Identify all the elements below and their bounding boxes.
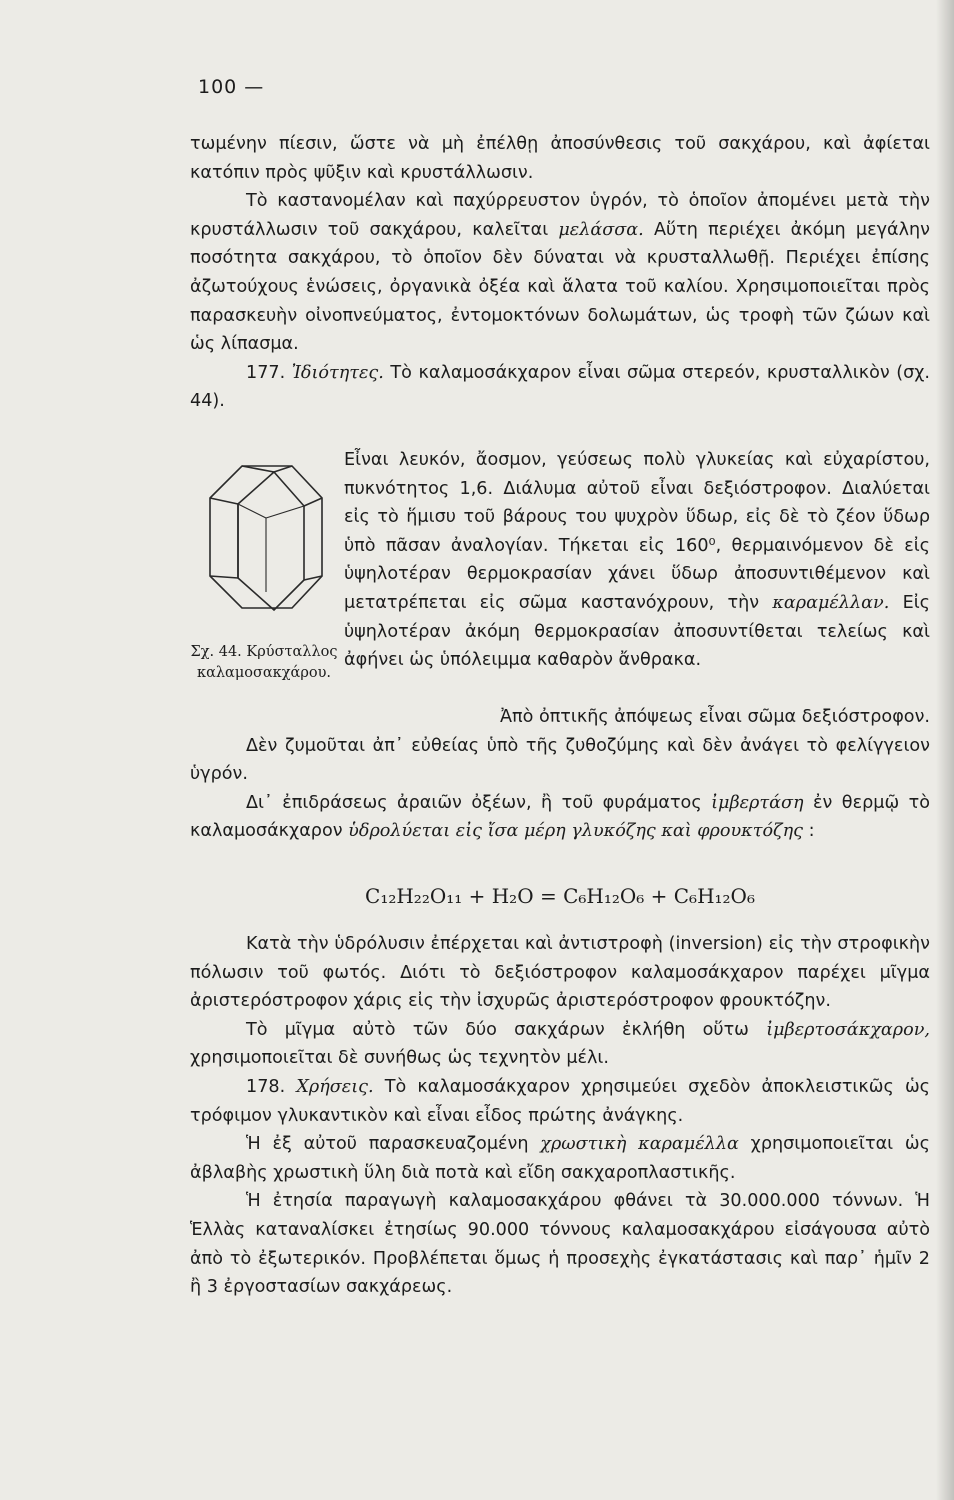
paragraph-ferment: Δὲν ζυμοῦται ἀπ᾿ εὐθείας ὑπὸ τῆς ζυθοζύμης καὶ δὲν ἀνάγει τὸ φελίγγειον ὑγρόν. [190, 735, 930, 785]
paragraph-optical: Ἀπὸ ὀπτικῆς ἀπόψεως εἶναι σῶμα δεξιόστροφον. [499, 707, 930, 727]
figure-44 [190, 458, 338, 684]
invert-text-after: χρησιμοποιεῖται δὲ συνήθως ὡς τεχνητὸν μέλι. [190, 1048, 609, 1069]
hydrolysis-text-end: : [802, 821, 815, 842]
paragraph-molasses [190, 187, 930, 359]
figure-caption: Σχ. 44. Κρύσταλλος καλαμοσακχάρου. [190, 644, 338, 681]
invertase-term: ἰμβερτάση [711, 792, 804, 813]
properties-side-text [344, 446, 930, 675]
caramel-text-after: χρησιμοποιεῖται ὡς ἀβλαβὴς χρωστικὴ ὕλη διὰ ποτὰ καὶ εἴδη σακχαροπλαστικῆς. [190, 1134, 930, 1183]
sugar-crystal-drawing [190, 458, 338, 628]
paragraph-hydrolysis [190, 789, 930, 846]
caramel-text-before: Ἡ ἐξ αὐτοῦ παρασκευαζομένη [246, 1134, 541, 1155]
properties-text-before: Εἶναι λευκόν, ἄοσμον, γεύσεως πολὺ γλυκείας καὶ εὐχαρίστου, πυκνότητος 1,6. Διάλυμα αὐτοῦ εἶναι δεξιόστροφον. Διαλύεται εἰς τὸ ἥμισυ τοῦ βάρους του ψυχρὸν ὕδωρ, εἰς δὲ τὸ ζέον ὕδωρ ὑπὸ πᾶσαν ἀναλογίαν. Τήκεται εἰς 160⁰, θερμαινόμενον δὲ εἰς ὑψηλοτέραν θερμοκρασίαν χάνει ὕδωρ ἀποσυντιθέμενον καὶ μετατρέπεται εἰς σῶμα καστανόχρουν, τὴν [344, 450, 930, 613]
paragraph-177-lead [190, 359, 930, 416]
top-text-block [190, 130, 930, 416]
section-178-heading: Χρήσεις. [296, 1076, 374, 1097]
hydrolysis-text-mid: ἐν θερμῷ τὸ καλαμοσάκχαρον [190, 792, 930, 842]
paragraph-inversion: Κατὰ τὴν ὑδρόλυσιν ἐπέρχεται καὶ ἀντιστροφὴ (inversion) εἰς τὴν στροφικὴν πόλωσιν τοῦ φωτός. Διότι τὸ δεξιόστροφον καλαμοσάκχαρον παρέχει μῖγμα ἀριστερόστροφον χάρις εἰς τὴν ἰσχυρῶς ἀριστερόστροφον φρουκτόζην. [190, 934, 930, 1012]
invert-text-before: Τὸ μῖγμα αὐτὸ τῶν δύο σακχάρων ἐκλήθη οὕτω [246, 1019, 767, 1040]
paragraph-178 [190, 1073, 930, 1130]
hydrolysis-term: ὑδρολύεται εἰς ἴσα μέρη γλυκόζης καὶ φρουκτόζης [348, 821, 803, 842]
invert-sugar-term: ἰμβερτοσάκχαρον, [766, 1019, 930, 1040]
caramel-color-term: χρωστικὴ καραμέλλα [540, 1134, 739, 1155]
bottom-text-block [190, 930, 930, 1302]
hydrolysis-equation: C₁₂H₂₂O₁₁ + H₂O = C₆H₁₂O₆ + C₆H₁₂O₆ [365, 884, 755, 908]
section-178-number: 178. [246, 1076, 286, 1097]
molasses-term: μελάσσα. [558, 219, 644, 240]
paragraph-caramel-color [190, 1130, 930, 1187]
caramel-term: καραμέλλαν. [772, 592, 890, 613]
middle-text-block [190, 703, 930, 846]
section-177-number: 177. [246, 362, 286, 383]
section-178-text: Τὸ καλαμοσάκχαρον χρησιμεύει σχεδὸν ἀποκλειστικῶς ὡς τρόφιμον γλυκαντικὸν καὶ εἶναι εἶδος πρώτης ἀνάγκης. [190, 1076, 931, 1126]
paragraph-invert-sugar [190, 1016, 930, 1073]
page-edge-shadow [936, 0, 954, 1500]
section-177-heading: Ἰδιότητες. [291, 362, 384, 383]
section-177-lead: Τὸ καλαμοσάκχαρον εἶναι σῶμα στερεόν, κρυσταλλικὸν (σχ. 44). [190, 362, 930, 412]
paragraph-pressure: τωμένην πίεσιν, ὥστε νὰ μὴ ἐπέλθῃ ἀποσύνθεσις τοῦ σακχάρου, καὶ ἀφίεται κατόπιν πρὸς ψῦξιν καὶ κρυστάλλωσιν. [190, 134, 930, 183]
molasses-text-before: Τὸ καστανομέλαν καὶ παχύρρευστον ὑγρόν, τὸ ὁποῖον ἀπομένει μετὰ τὴν κρυστάλλωσιν τοῦ σακχάρου, καλεῖται [190, 191, 930, 240]
properties-text-after: Εἰς ὑψηλοτέραν ἀκόμη θερμοκρασίαν ἀποσυντίθεται τελείως καὶ ἀφήνει ὡς ὑπόλειμμα καθαρὸν ἄνθρακα. [344, 592, 930, 671]
page-number: 100 — [198, 76, 265, 98]
paragraph-production: Ἡ ἐτησία παραγωγὴ καλαμοσακχάρου φθάνει τὰ 30.000.000 τόννων. Ἡ Ἑλλὰς καταναλίσκει ἐτησίως 90.000 τόννους καλαμοσακχάρου εἰσάγουσα αὐτὸ ἀπὸ τὸ ἐξωτερικόν. Προβλέπεται ὅμως ἡ προσεχὴς ἐγκατάστασις καὶ παρ᾿ ἡμῖν 2 ἢ 3 ἐργοστασίων σακχάρεως. [190, 1191, 930, 1298]
hydrolysis-text-before: Δι᾿ ἐπιδράσεως ἀραιῶν ὀξέων, ἢ τοῦ φυράματος [246, 792, 712, 813]
molasses-text-after: Αὕτη περιέχει ἀκόμη μεγάλην ποσότητα σακχάρου, τὸ ὁποῖον δὲν δύναται νὰ κρυσταλλωθῇ. Περιέχει ἐπίσης ἀζωτούχους ἑνώσεις, ὀργανικὰ ὀξέα καὶ ἅλατα τοῦ καλίου. Χρησιμοποιεῖται πρὸς παρασκευὴν οἰνοπνεύματος, ἐντομοκτόνων δολωμάτων, ὡς τροφὴ τῶν ζώων καὶ ὡς λίπασμα. [190, 219, 930, 355]
